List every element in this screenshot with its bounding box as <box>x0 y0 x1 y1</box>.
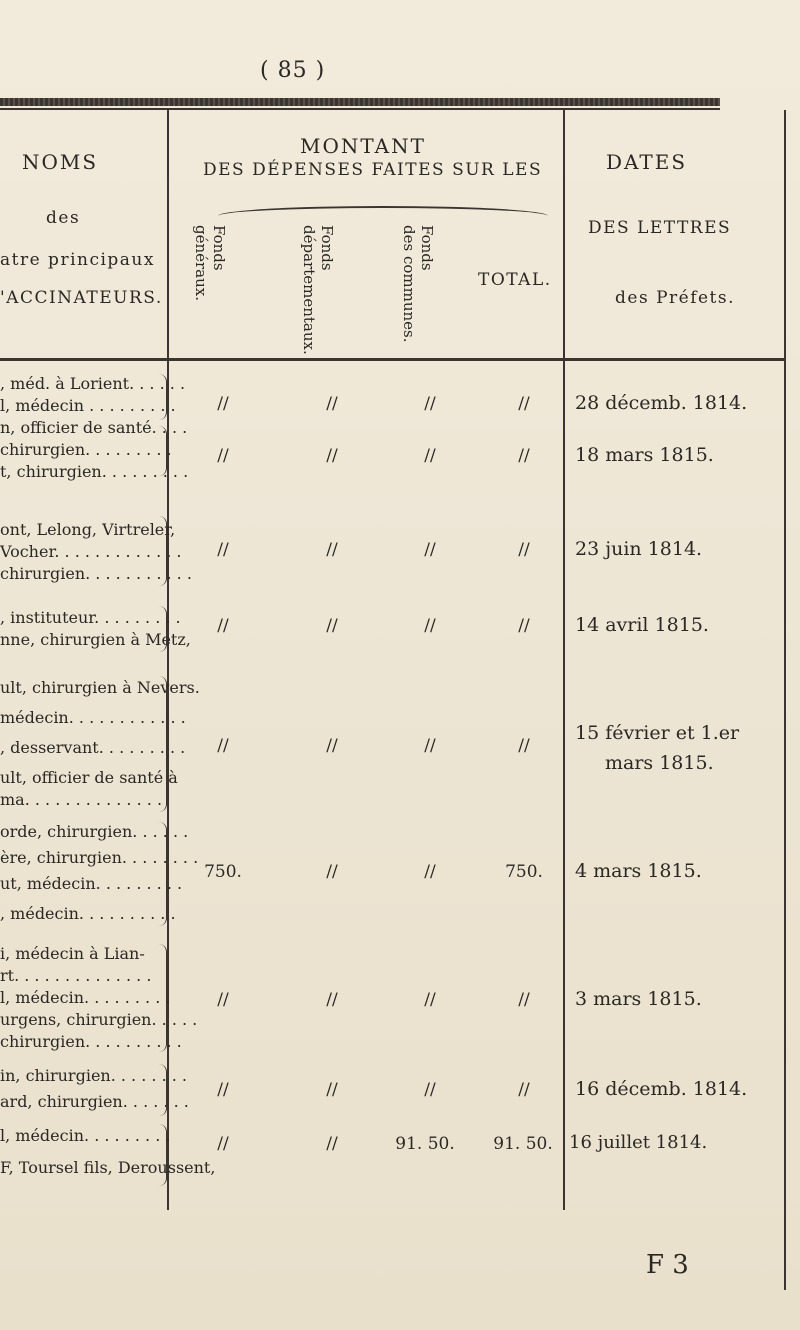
row-value: // <box>424 736 436 756</box>
header-noms: NOMS <box>22 150 99 174</box>
row-name: ère, chirurgien. . . . . . . . <box>0 848 199 867</box>
row-name: chirurgien. . . . . . . . . <box>0 440 172 459</box>
row-name: Vocher. . . . . . . . . . . . . <box>0 542 182 561</box>
row-name: i, médecin à Lian- <box>0 944 145 963</box>
row-date: 28 décemb. 1814. <box>575 392 748 414</box>
row-value: 750. <box>204 862 242 882</box>
row-name: , desservant. . . . . . . . . <box>0 738 186 757</box>
row-name: nne, chirurgien à Metz, <box>0 630 191 649</box>
row-total: // <box>518 540 530 560</box>
row-value: // <box>217 540 229 560</box>
row-total: // <box>518 1080 530 1100</box>
row-total: 750. <box>505 862 543 882</box>
row-name: , médecin. . . . . . . . . . <box>0 904 176 923</box>
row-value: // <box>424 446 436 466</box>
row-value: // <box>424 540 436 560</box>
row-value: // <box>217 1134 229 1154</box>
divider-dates <box>563 110 565 1210</box>
row-name: médecin. . . . . . . . . . . . <box>0 708 186 727</box>
row-name: chirurgien. . . . . . . . . . <box>0 1032 182 1051</box>
row-name: urgens, chirurgien. . . . . <box>0 1010 198 1029</box>
row-name: l, médecin. . . . . . . . . <box>0 988 171 1007</box>
row-name: ont, Lelong, Virtreler, <box>0 520 176 539</box>
header-vaccinateurs: 'ACCINATEURS. <box>0 288 163 308</box>
row-name: F, Toursel fils, Deroussent, <box>0 1158 216 1177</box>
brace <box>158 516 167 586</box>
row-value: // <box>424 862 436 882</box>
row-name: , méd. à Lorient. . . . . . <box>0 374 186 393</box>
row-value: // <box>217 446 229 466</box>
header-prefets: des Préfets. <box>615 288 736 308</box>
row-value: // <box>217 990 229 1010</box>
row-value: // <box>217 736 229 756</box>
row-value: // <box>424 394 436 414</box>
row-value: // <box>217 394 229 414</box>
row-total: 91. 50. <box>493 1134 553 1154</box>
brace <box>158 426 167 476</box>
brace <box>158 606 167 652</box>
header-des-lettres: DES LETTRES <box>588 218 732 238</box>
col-fonds-departementaux-dep: Fonds départementaux. <box>300 225 336 355</box>
col-fonds-departementaux: Fonds généraux. <box>192 225 228 302</box>
row-name: ult, chirurgien à Nevers. <box>0 678 200 697</box>
row-name: ut, médecin. . . . . . . . . <box>0 874 183 893</box>
row-value: // <box>326 1134 338 1154</box>
row-name: ult, officier de santé à <box>0 768 178 787</box>
brace <box>158 1064 167 1116</box>
row-name: ard, chirurgien. . . . . . . <box>0 1092 189 1111</box>
row-name: t, chirurgien. . . . . . . . . <box>0 462 189 481</box>
row-date: 16 décemb. 1814. <box>575 1078 748 1100</box>
row-name: chirurgien. . . . . . . . . . . <box>0 564 192 583</box>
row-name: in, chirurgien. . . . . . . . <box>0 1066 187 1085</box>
row-value: // <box>217 616 229 636</box>
row-value: // <box>326 736 338 756</box>
row-date: 18 mars 1815. <box>575 444 714 466</box>
brace <box>158 676 167 812</box>
row-total: // <box>518 616 530 636</box>
row-total: // <box>518 394 530 414</box>
signature-mark: F 3 <box>646 1250 689 1280</box>
row-date: 15 février et 1.er <box>575 722 740 744</box>
row-value: // <box>326 446 338 466</box>
row-value: // <box>326 1080 338 1100</box>
header-des: des <box>46 208 81 228</box>
row-total: // <box>518 990 530 1010</box>
row-name: orde, chirurgien. . . . . . <box>0 822 189 841</box>
row-date: 14 avril 1815. <box>575 614 709 636</box>
row-value: // <box>326 990 338 1010</box>
row-name: rt. . . . . . . . . . . . . . <box>0 966 152 985</box>
brace <box>158 374 167 420</box>
row-date: 4 mars 1815. <box>575 860 702 882</box>
header-montant: MONTANT <box>300 134 426 158</box>
row-name: l, médecin. . . . . . . . . <box>0 1126 171 1145</box>
header-principaux: atre principaux <box>0 250 155 270</box>
header-curve <box>218 206 548 226</box>
row-value: // <box>424 616 436 636</box>
header-dates: DATES <box>606 150 688 174</box>
divider-right <box>784 110 786 1290</box>
brace <box>158 1124 167 1186</box>
header-depenses: DES DÉPENSES FAITES SUR LES <box>203 160 543 180</box>
row-value: // <box>326 862 338 882</box>
row-date: mars 1815. <box>605 752 714 774</box>
row-name: l, médecin . . . . . . . . . <box>0 396 176 415</box>
row-value: 91. 50. <box>395 1134 455 1154</box>
row-date: 3 mars 1815. <box>575 988 702 1010</box>
row-value: // <box>326 394 338 414</box>
row-name: , instituteur. . . . . . . . . <box>0 608 181 627</box>
top-rule-thin <box>0 108 720 110</box>
row-name: n, officier de santé. . . . <box>0 418 188 437</box>
row-value: // <box>326 540 338 560</box>
row-total: // <box>518 446 530 466</box>
row-value: // <box>424 1080 436 1100</box>
row-value: // <box>217 1080 229 1100</box>
brace <box>158 822 167 926</box>
row-name: ma. . . . . . . . . . . . . . <box>0 790 163 809</box>
row-value: // <box>424 990 436 1010</box>
header-rule <box>0 358 784 361</box>
row-date: 23 juin 1814. <box>575 538 703 560</box>
row-total: // <box>518 736 530 756</box>
top-rule <box>0 98 720 106</box>
row-value: // <box>326 616 338 636</box>
brace <box>158 944 167 1052</box>
col-total: TOTAL. <box>478 270 552 290</box>
row-date: 16 juillet 1814. <box>569 1132 708 1153</box>
col-fonds-communes: Fonds des communes. <box>400 225 436 343</box>
page-number: ( 85 ) <box>260 58 326 83</box>
